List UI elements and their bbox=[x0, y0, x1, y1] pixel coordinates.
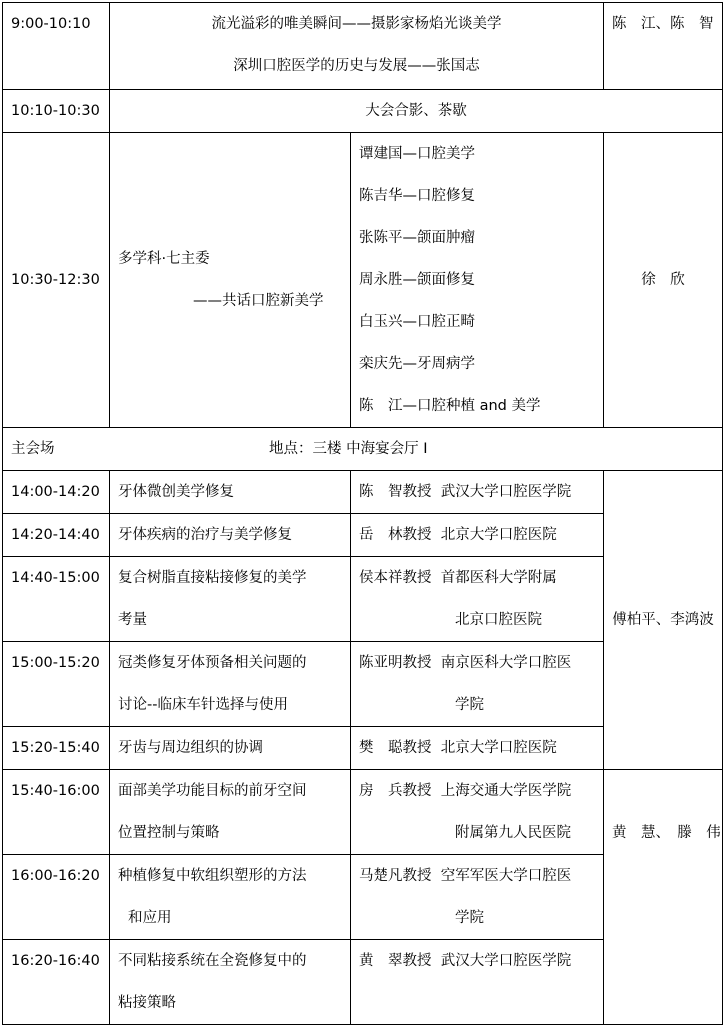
topic-line: 不同粘接系统在全瓷修复中的 bbox=[118, 953, 307, 969]
institution: 武汉大学口腔医学院 bbox=[440, 953, 572, 969]
time-slot: 14:40-15:00 bbox=[11, 570, 100, 586]
host-name: 黄 慧、 滕 伟 bbox=[612, 825, 721, 841]
event-cell bbox=[110, 90, 723, 133]
section-header-row bbox=[3, 428, 723, 471]
topic-line: 种植修复中软组织塑形的方法 bbox=[118, 868, 307, 884]
time-cell bbox=[3, 642, 110, 727]
time-cell bbox=[3, 557, 110, 642]
institution: 学院 bbox=[455, 697, 484, 713]
topic-cell bbox=[110, 940, 351, 1025]
table-row bbox=[3, 471, 723, 514]
time-slot: 9:00-10:10 bbox=[11, 16, 91, 32]
speaker-cell bbox=[351, 727, 604, 770]
speaker-item: 谭建国—口腔美学 bbox=[359, 146, 475, 162]
topic-line: ——共话口腔新美学 bbox=[193, 293, 324, 309]
speaker-cell bbox=[351, 642, 604, 727]
speaker-name: 陈亚明教授 bbox=[359, 655, 432, 671]
host-cell bbox=[604, 133, 723, 428]
speaker-item: 陈 江—口腔种植 and 美学 bbox=[359, 398, 541, 414]
topic-line: 讨论--临床车针选择与使用 bbox=[118, 697, 288, 713]
institution: 北京大学口腔医院 bbox=[440, 740, 557, 756]
section-location: 地点：三楼 中海宴会厅 I bbox=[269, 441, 428, 457]
speaker-name: 马楚凡教授 bbox=[359, 868, 432, 884]
institution: 南京医科大学口腔医 bbox=[440, 655, 572, 671]
time-cell bbox=[3, 133, 110, 428]
speaker-cell bbox=[351, 514, 604, 557]
time-slot: 16:20-16:40 bbox=[11, 953, 100, 969]
topic-line: 面部美学功能目标的前牙空间 bbox=[118, 783, 307, 799]
topic-cell bbox=[110, 471, 351, 514]
topic-cell bbox=[110, 514, 351, 557]
host-name: 傅柏平、李鸿波 bbox=[612, 612, 714, 628]
speaker-name: 樊 聪教授 bbox=[359, 740, 432, 756]
talk-title: 深圳口腔医学的历史与发展——张国志 bbox=[233, 58, 480, 74]
speaker-name: 陈 智教授 bbox=[359, 484, 432, 500]
institution: 上海交通大学医学院 bbox=[440, 783, 572, 799]
time-cell bbox=[3, 770, 110, 855]
speaker-cell bbox=[351, 770, 604, 855]
event-title: 大会合影、茶歇 bbox=[365, 103, 467, 119]
time-slot: 15:20-15:40 bbox=[11, 740, 100, 756]
institution: 附属第九人民医院 bbox=[455, 825, 571, 841]
topic-line: 多学科·七主委 bbox=[118, 251, 210, 267]
host-cell bbox=[604, 471, 723, 770]
topic-line: 牙齿与周边组织的协调 bbox=[118, 740, 263, 756]
time-slot: 10:30-12:30 bbox=[11, 272, 100, 288]
topic-line: 牙体微创美学修复 bbox=[118, 484, 234, 500]
time-cell bbox=[3, 3, 110, 90]
speaker-item: 栾庆先—牙周病学 bbox=[359, 356, 475, 372]
time-cell bbox=[3, 471, 110, 514]
section-header bbox=[3, 428, 723, 471]
time-cell bbox=[3, 727, 110, 770]
schedule-table bbox=[2, 2, 723, 1025]
institution: 武汉大学口腔医学院 bbox=[440, 484, 572, 500]
table-row bbox=[3, 770, 723, 855]
speaker-cell bbox=[351, 855, 604, 940]
time-slot: 16:00-16:20 bbox=[11, 868, 100, 884]
speaker-item: 张陈平—颌面肿瘤 bbox=[359, 230, 475, 246]
topic-cell bbox=[110, 727, 351, 770]
host-cell bbox=[604, 770, 723, 1025]
time-cell bbox=[3, 855, 110, 940]
speaker-name: 侯本祥教授 bbox=[359, 570, 432, 586]
speaker-cell bbox=[351, 940, 604, 1025]
speakers-cell bbox=[351, 133, 604, 428]
time-cell bbox=[3, 940, 110, 1025]
institution: 学院 bbox=[455, 910, 484, 926]
speaker-item: 白玉兴—口腔正畸 bbox=[359, 314, 475, 330]
time-slot: 14:00-14:20 bbox=[11, 484, 100, 500]
talks-cell bbox=[110, 3, 604, 90]
institution: 首都医科大学附属 bbox=[440, 570, 557, 586]
schedule-row bbox=[3, 3, 723, 90]
topic-line: 复合树脂直接粘接修复的美学 bbox=[118, 570, 307, 586]
institution: 北京大学口腔医院 bbox=[440, 527, 557, 543]
topic-cell bbox=[110, 855, 351, 940]
time-slot: 15:40-16:00 bbox=[11, 783, 100, 799]
speaker-name: 岳 林教授 bbox=[359, 527, 432, 543]
topic-line: 位置控制与策略 bbox=[118, 825, 220, 841]
time-slot: 14:20-14:40 bbox=[11, 527, 100, 543]
speaker-name: 房 兵教授 bbox=[359, 783, 432, 799]
section-label: 主会场 bbox=[11, 441, 55, 457]
topic-line: 牙体疾病的治疗与美学修复 bbox=[118, 527, 292, 543]
speaker-item: 周永胜—颌面修复 bbox=[359, 272, 475, 288]
topic-line: 和应用 bbox=[128, 910, 172, 926]
topic-cell bbox=[110, 557, 351, 642]
talk-title: 流光溢彩的唯美瞬间——摄影家杨焰光谈美学 bbox=[211, 16, 502, 32]
time-cell bbox=[3, 90, 110, 133]
speaker-item: 陈吉华—口腔修复 bbox=[359, 188, 475, 204]
topic-cell bbox=[110, 642, 351, 727]
time-slot: 15:00-15:20 bbox=[11, 655, 100, 671]
schedule-row bbox=[3, 90, 723, 133]
time-slot: 10:10-10:30 bbox=[11, 103, 100, 119]
host-name: 陈 江、陈 智 bbox=[612, 16, 714, 32]
schedule-row bbox=[3, 133, 723, 428]
institution: 空军军医大学口腔医 bbox=[440, 868, 572, 884]
host-cell bbox=[604, 3, 723, 90]
topic-line: 考量 bbox=[118, 612, 147, 628]
topic-line: 冠类修复牙体预备相关问题的 bbox=[118, 655, 307, 671]
topic-line: 粘接策略 bbox=[118, 995, 176, 1011]
speaker-cell bbox=[351, 471, 604, 514]
speaker-cell bbox=[351, 557, 604, 642]
topic-cell bbox=[110, 133, 351, 428]
topic-cell bbox=[110, 770, 351, 855]
speaker-name: 黄 翠教授 bbox=[359, 953, 432, 969]
host-name: 徐 欣 bbox=[641, 272, 685, 288]
institution: 北京口腔医院 bbox=[455, 612, 542, 628]
time-cell bbox=[3, 514, 110, 557]
